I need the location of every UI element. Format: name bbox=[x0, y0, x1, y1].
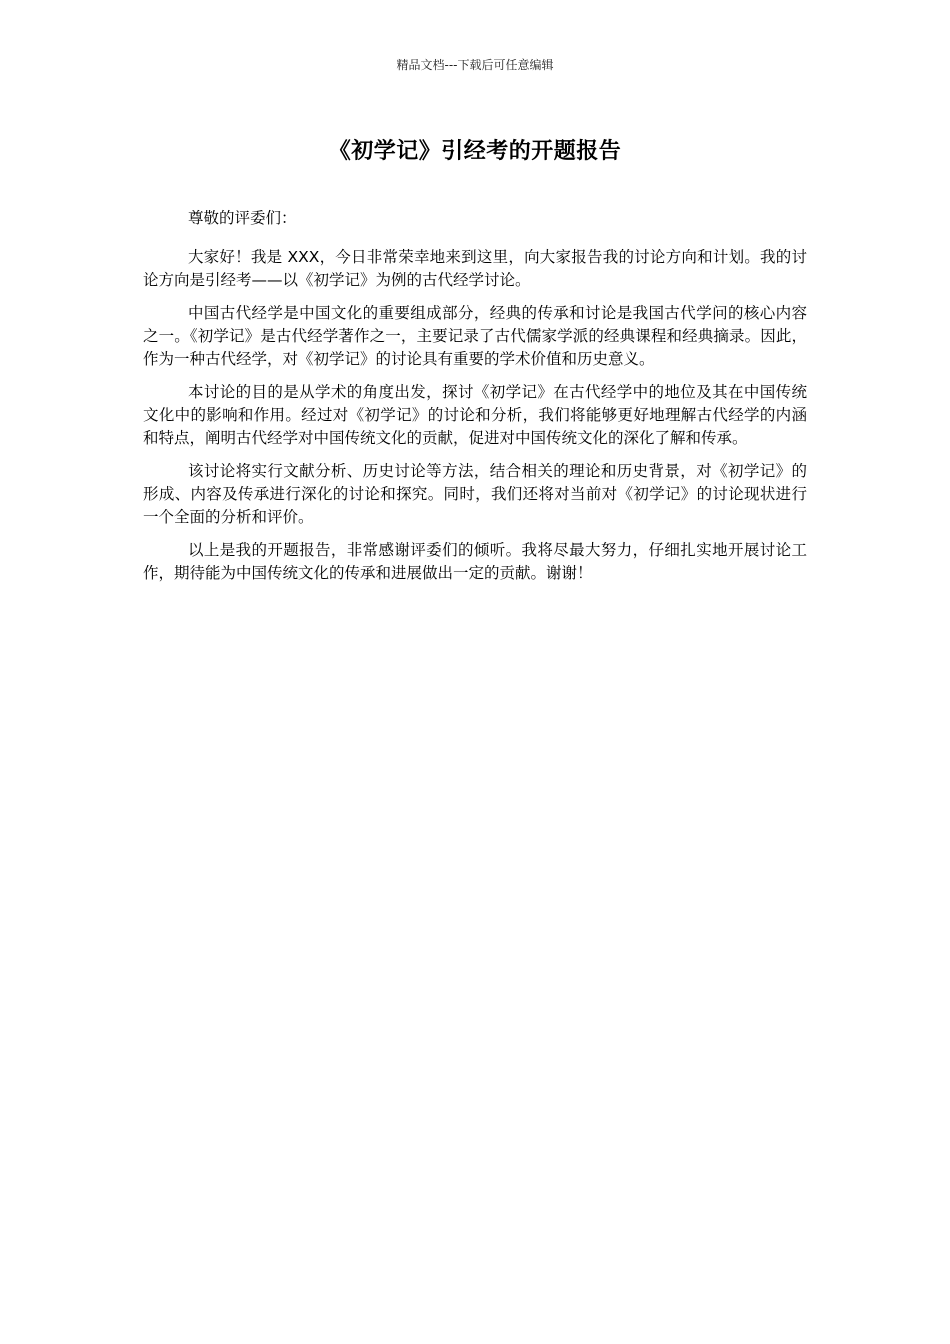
document-body bbox=[143, 207, 807, 595]
paragraph-intro: 大家好！我是 XXX，今日非常荣幸地来到这里，向大家报告我的讨论方向和计划。我的讨论方向是引经考——以《初学记》为例的古代经学讨论。 bbox=[143, 248, 807, 289]
paragraph-background: 中国古代经学是中国文化的重要组成部分，经典的传承和讨论是我国古代学问的核心内容之一。《初学记》是古代经学著作之一，主要记录了古代儒家学派的经典课程和经典摘录。因此，作为一种古代经学，对《初学记》的讨论具有重要的学术价值和历史意义。 bbox=[143, 304, 807, 368]
page-header-note: 精品文档---下载后可任意编辑 bbox=[396, 58, 554, 72]
salutation: 尊敬的评委们： bbox=[187, 209, 297, 227]
paragraph-methods: 该讨论将实行文献分析、历史讨论等方法，结合相关的理论和历史背景，对《初学记》的形成、内容及传承进行深化的讨论和探究。同时，我们还将对当前对《初学记》的讨论现状进行一个全面的分析和评价。 bbox=[143, 462, 807, 526]
document-title: 《初学记》引经考的开题报告 bbox=[328, 139, 622, 164]
paragraph-purpose: 本讨论的目的是从学术的角度出发，探讨《初学记》在古代经学中的地位及其在中国传统文化中的影响和作用。经过对《初学记》的讨论和分析，我们将能够更好地理解古代经学的内涵和特点，阐明古代经学对中国传统文化的贡献，促进对中国传统文化的深化了解和传承。 bbox=[143, 383, 807, 447]
paragraph-closing: 以上是我的开题报告，非常感谢评委们的倾听。我将尽最大努力，仔细扎实地开展讨论工作，期待能为中国传统文化的传承和进展做出一定的贡献。谢谢！ bbox=[143, 541, 807, 582]
